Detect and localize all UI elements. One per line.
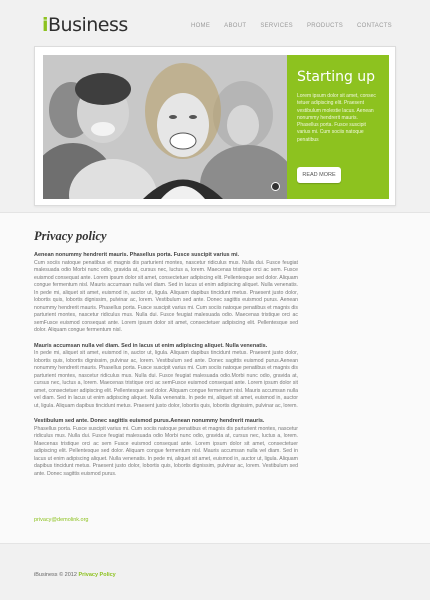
hero-title: Starting up bbox=[297, 69, 376, 85]
nav-item-services[interactable]: SERVICES bbox=[260, 23, 293, 29]
read-more-button[interactable]: READ MORE bbox=[297, 167, 341, 183]
footer-brand: iBusiness bbox=[34, 572, 58, 578]
policy-section-body: Phasellus porta. Fusce suscipit varius mi. Cum sociis natoque penatibus et magnis dis parturient montes, nascetur ridiculus mus. Nulla dui. Fusce feugiat malesuada odio Morbi nunc odio, gravida at, cursus nec, luctus a, lorem. Maecenas tristique orci ac sem Fusce euismod consequat ante. Lorem ipsum dolor sit amet, consectetuer adipiscing elit. Pellentesque sed dolor. Aliquam congue fermentum nisl. Mauris accumsan nulla vel diam. Sed in lacus ut enim adipiscing aliquet. Nulla venenatis. In pede mi, aliquet sit amet, euismod in, auctor ut, ligula. Aliquam dapibus tincidunt metus. Praesent justo dolor, lobortis quis, lobortis dignissim, pulvinar ac, lorem. Vestibulum sed ante. Donec sagittis euismod purus. bbox=[34, 425, 298, 477]
page-title: Privacy policy bbox=[34, 229, 107, 243]
slider-pager-dot[interactable] bbox=[271, 182, 280, 191]
main-nav bbox=[191, 23, 392, 29]
policy-section-heading: Aenean nonummy hendrerit mauris. Phasellus porta. Fusce suscipit varius mi. bbox=[34, 252, 240, 258]
people-photo-illustration bbox=[43, 55, 287, 199]
policy-section bbox=[34, 418, 298, 478]
footer-copyright: © 2012 bbox=[59, 572, 77, 578]
policy-section-heading: Mauris accumsan nulla vel diam. Sed in lacus ut enim adipiscing aliquet. Nulla venenatis. bbox=[34, 342, 268, 349]
policy-section-body: In pede mi, aliquet sit amet, euismod in, auctor ut, ligula. Aliquam dapibus tincidunt metus. Praesent justo dolor, lobortis quis, lobortis dignissim, pulvinar ac, lorem. Vestibulum sed ante. Donec sagittis euismod purus.Aenean nonummy hendrerit mauris. Phasellus porta. Fusce suscipit varius mi. Cum sociis natoque penatibus et magnis dis parturient montes, nascetur ridiculus mus. Nulla dui. Fusce feugiat malesuada odio.Morbi nunc odio, gravida at, cursus nec, luctus a, lorem. Maecenas tristique orci ac semFusce euismod consequat ante. Lorem ipsum dolor sit amet, consectetuer adipiscing elit. Pellentesque sed dolor. Aliquam congue fermentum nisl. Mauris accumsan nulla vel diam. Sed in lacus ut enim adipiscing aliquet. Nulla venenatis. In pede mi, aliquet sit amet, euismod in, auctor ut, ligula. Aliquam dapibus tincidunt metus. Praesent justo dolor, lobortis quis, lobortis dignissim, pulvinar ac, lorem. bbox=[34, 350, 298, 409]
policy-section bbox=[34, 252, 298, 335]
policy-text bbox=[34, 252, 298, 486]
hero-caption-panel bbox=[287, 55, 389, 199]
hero-photo bbox=[43, 55, 287, 199]
site-header bbox=[0, 0, 430, 42]
nav-item-home[interactable]: HOME bbox=[190, 23, 211, 29]
nav-item-about[interactable]: ABOUT bbox=[224, 23, 247, 29]
nav-item-contacts[interactable]: CONTACTS bbox=[357, 23, 392, 29]
policy-section-body: Cum sociis natoque penatibus et magnis dis parturient montes, nascetur ridiculus mus. Nulla dui. Fusce feugiat malesuada odio Morbi nunc odio, gravida at, cursus nec, luctus a, lorem. Maecenas tristique orci ac sem. Fusce euismod consequat ante. Lorem ipsum dolor sit amet, consectetuer adipiscing elit. Pellentesque sed dolor. Aliquam congue fermentum nisl. Mauris accumsan nulla vel diam. Sed in lacus ut enim adipiscing aliquet. Nulla venenatis. In pede mi, aliquet sit amet, euismod in, auctor ut, ligula. Aliquam dapibus tincidunt metus. Praesent justo dolor, lobortis quis, lobortis dignissim, pulvinar ac, lorem. Vestibulum sed ante. Donec sagittis euismod purus. Aenean nonummy hendrerit mauris. Phasellus porta. Fusce suscipit varius mi. Cum sociis natoque penatibus et magnis dis parturient montes, nascetur ridiculus mus. Nulla dui. Fusce feugiat malesuada odio. Maecenas tristique orci ac semFusce euismod consequat ante. Lorem ipsum dolor sit amet, consectetuer adipiscing elit. Pellentesque sed dolor. Aliquam congue fermentum nisl. bbox=[34, 259, 298, 334]
logo-accent: i bbox=[42, 14, 49, 36]
logo-text: Business bbox=[48, 14, 128, 36]
hero-text: Lorem ipsum dolor sit amet, consec tetuer adipiscing elit. Praesent vestibulum molestie lacus. Aenean nonummy hendrerit mauris. Phasellus porta. Fusce suscipit varius mi. Cum sociis natoque penatibus bbox=[297, 93, 376, 143]
site-footer bbox=[34, 572, 116, 578]
privacy-email-link[interactable]: privacy@demolink.org bbox=[34, 517, 89, 523]
hero-slider bbox=[34, 46, 396, 206]
site-logo[interactable] bbox=[42, 14, 128, 36]
policy-section bbox=[34, 343, 298, 411]
policy-section-heading: Vestibulum sed ante. Donec sagittis euismod purus.Aenean nonummy hendrerit mauris. bbox=[34, 418, 265, 425]
footer-privacy-link[interactable]: Privacy Policy bbox=[78, 572, 116, 578]
nav-item-products[interactable]: PRODUCTS bbox=[306, 23, 344, 29]
